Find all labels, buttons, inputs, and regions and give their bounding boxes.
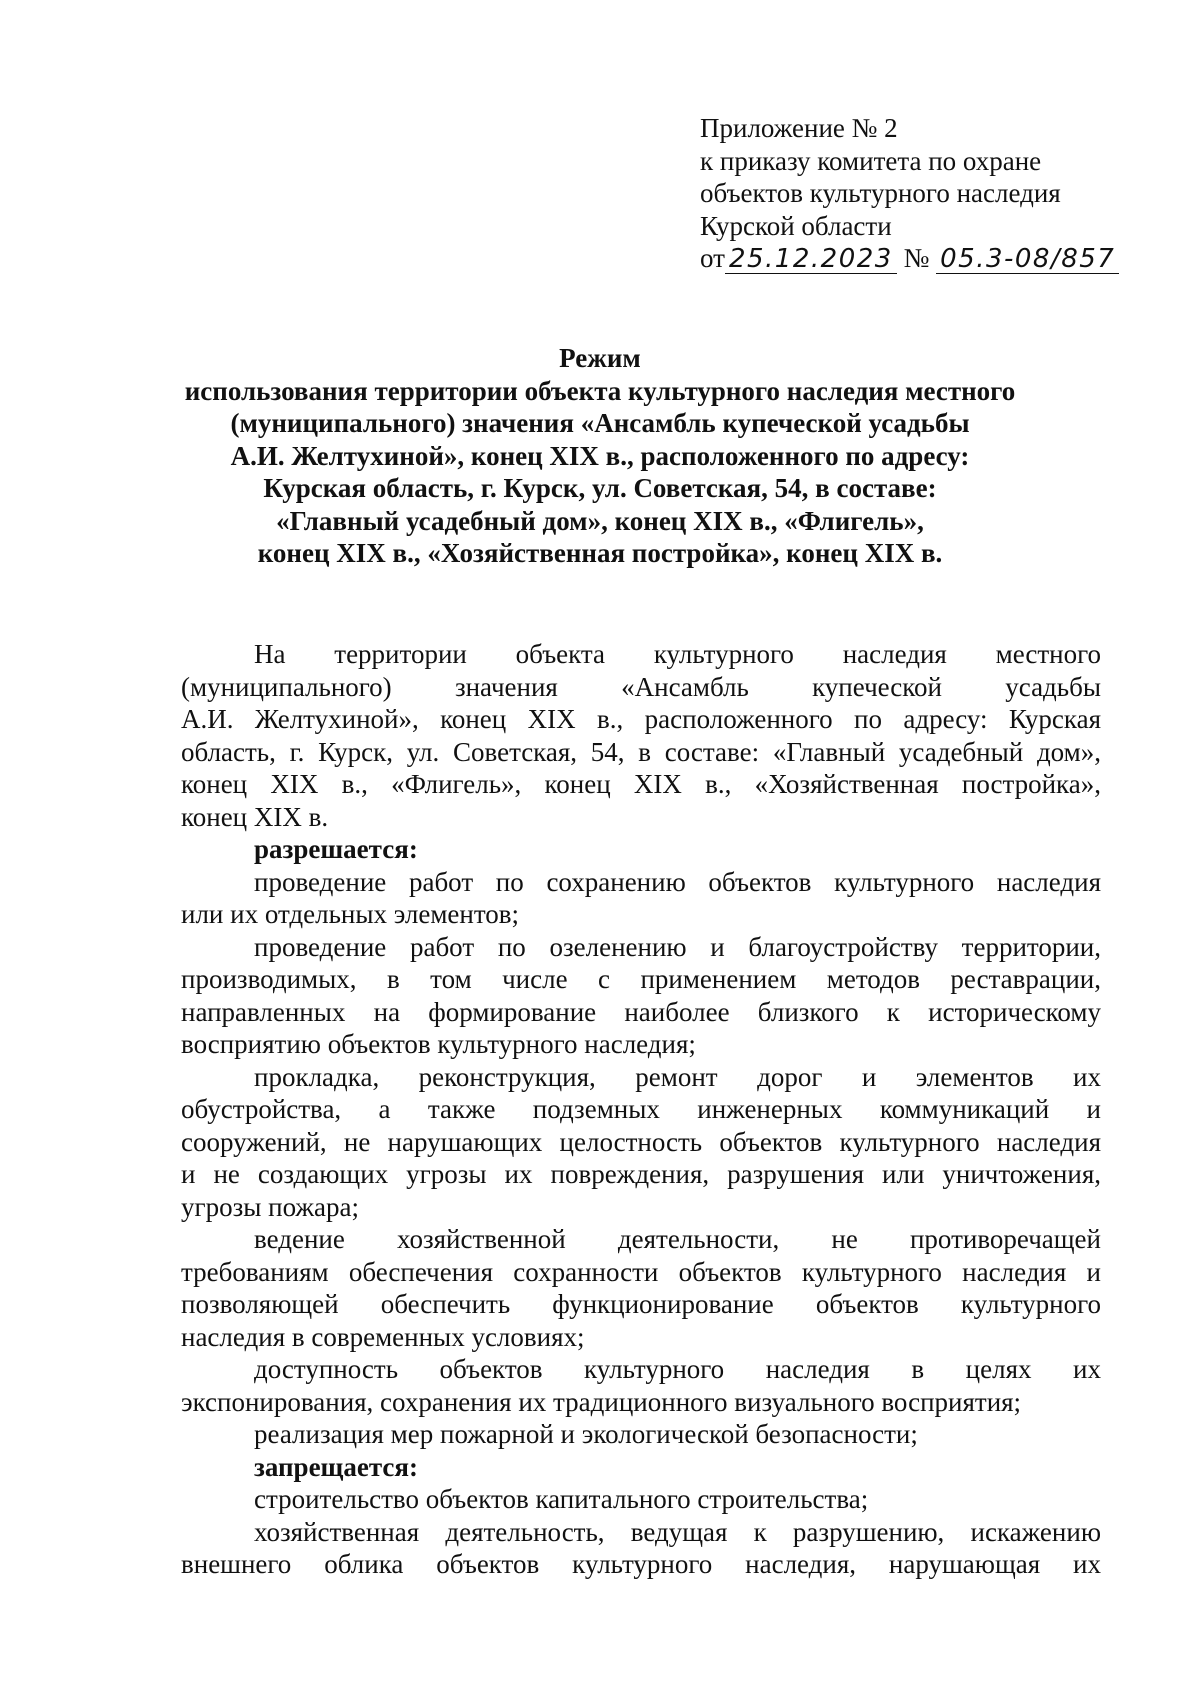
title-line: использования территории объекта культурного наследия местного	[184, 375, 1016, 406]
body-line: строительство объектов капитального строительства;	[254, 1484, 869, 1514]
document-title	[150, 342, 1050, 570]
appendix-block	[700, 112, 1170, 275]
order-number: 05.3-08/857	[936, 245, 1119, 274]
body-line: На территории объекта культурного наследия местного	[254, 639, 1101, 669]
appendix-line: Приложение № 2	[700, 113, 898, 143]
title-line: конец XIX в., «Хозяйственная постройка», конец XIX в.	[257, 538, 943, 568]
body-line: проведение работ по озеленению и благоустройству территории,	[254, 931, 1101, 962]
body-line: ведение хозяйственной деятельности, не противоречащей	[254, 1224, 1101, 1254]
body-line: внешнего облика объектов культурного наследия, нарушающая их	[181, 1549, 1101, 1579]
body-line: область, г. Курск, ул. Советская, 54, в составе: «Главный усадебный дом»,	[181, 736, 1101, 767]
body-line: требованиям обеспечения сохранности объектов культурного наследия и	[181, 1256, 1101, 1287]
appendix-line: к приказу комитета по охране	[700, 145, 1042, 176]
body-line: (муниципального) значения «Ансамбль купеческой усадьбы	[181, 671, 1101, 702]
order-date-line	[700, 242, 1170, 275]
title-line: «Главный усадебный дом», конец XIX в., «Флигель»,	[276, 505, 924, 536]
body-line: экспонирования, сохранения их традиционного визуального восприятия;	[181, 1386, 1022, 1417]
body-line: производимых, в том числе с применением методов реставрации,	[181, 964, 1101, 994]
body-line: проведение работ по сохранению объектов культурного наследия	[254, 866, 1101, 897]
date-prefix: от	[700, 243, 725, 273]
body-line: обустройства, а также подземных инженерных коммуникаций и	[181, 1094, 1101, 1124]
body-line: доступность объектов культурного наследия в целях их	[254, 1354, 1101, 1384]
body-line: угрозы пожара;	[181, 1191, 360, 1222]
body-line: А.И. Желтухиной», конец XIX в., расположенного по адресу: Курская	[181, 704, 1101, 734]
body-line: реализация мер пожарной и экологической безопасности;	[254, 1419, 918, 1449]
number-prefix: №	[903, 243, 930, 273]
body-line: и не создающих угрозы их повреждения, разрушения или уничтожения,	[181, 1159, 1101, 1189]
appendix-line: Курской области	[700, 210, 892, 241]
title-line: (муниципального) значения «Ансамбль купеческой усадьбы	[230, 408, 970, 438]
forbidden-heading: запрещается:	[254, 1451, 419, 1482]
title-heading: Режим	[559, 343, 641, 373]
body-line: хозяйственная деятельность, ведущая к разрушению, искажению	[254, 1516, 1101, 1547]
appendix-line: объектов культурного наследия	[700, 178, 1061, 208]
body-line: позволяющей обеспечить функционирование объектов культурного	[181, 1289, 1101, 1319]
body-line: сооружений, не нарушающих целостность объектов культурного наследия	[181, 1126, 1101, 1157]
body-line: конец XIX в.	[181, 801, 329, 832]
order-date: 25.12.2023	[725, 245, 897, 274]
body-line: или их отдельных элементов;	[181, 899, 520, 929]
allowed-heading: разрешается:	[254, 834, 418, 864]
document-body	[181, 638, 1101, 1581]
body-line: восприятию объектов культурного наследия;	[181, 1029, 696, 1059]
body-line: конец XIX в., «Флигель», конец XIX в., «Хозяйственная постройка»,	[181, 769, 1101, 799]
title-line: Курская область, г. Курск, ул. Советская, 54, в составе:	[263, 473, 937, 503]
body-line: наследия в современных условиях;	[181, 1321, 585, 1352]
body-line: прокладка, реконструкция, ремонт дорог и элементов их	[254, 1061, 1101, 1092]
body-line: направленных на формирование наиболее близкого к историческому	[181, 996, 1101, 1027]
title-line: А.И. Желтухиной», конец XIX в., расположенного по адресу:	[230, 440, 970, 471]
